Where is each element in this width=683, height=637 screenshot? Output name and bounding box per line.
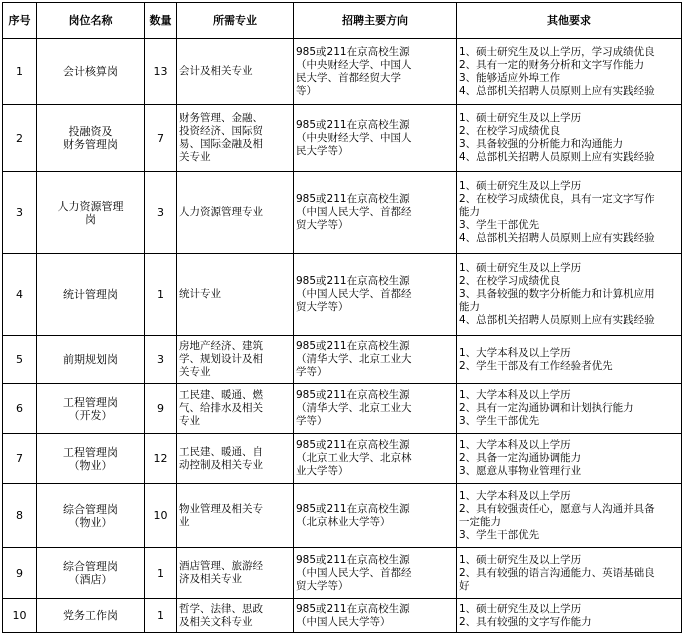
cell-position: 前期规划岗 (37, 336, 145, 384)
cell-major: 会计及相关专业 (177, 39, 294, 105)
cell-position: 工程管理岗 （物业） (37, 434, 145, 484)
cell-requirements: 1、硕士研究生及以上学历 2、在校学习成绩优良，具有一定文字写作 能力 3、学生干部优先 4、总部机关招聘人员原则上应有实践经验 (457, 172, 682, 254)
cell-major: 物业管理及相关专 业 (177, 484, 294, 548)
cell-major: 人力资源管理专业 (177, 172, 294, 254)
cell-source: 985或211在京高校生源 （北京林业大学等） (294, 484, 457, 548)
table-row (3, 484, 682, 548)
cell-count: 12 (145, 434, 177, 484)
cell-source: 985或211在京高校生源 （清华大学、北京工业大 学等） (294, 384, 457, 434)
cell-requirements: 1、硕士研究生及以上学历，学习成绩优良 2、具有一定的财务分析和文字写作能力 3、能够适应外埠工作 4、总部机关招聘人员原则上应有实践经验 (457, 39, 682, 105)
cell-seq: 3 (3, 172, 37, 254)
header-source: 招聘主要方向 (294, 3, 457, 39)
cell-requirements: 1、大学本科及以上学历 2、具备一定沟通协调能力 3、愿意从事物业管理行业 (457, 434, 682, 484)
cell-seq: 6 (3, 384, 37, 434)
cell-count: 1 (145, 254, 177, 336)
cell-source: 985或211在京高校生源 （中央财经大学、中国人 民大学、首都经贸大学 等） (294, 39, 457, 105)
header-position: 岗位名称 (37, 3, 145, 39)
cell-major: 房地产经济、建筑 学、规划设计及相 关专业 (177, 336, 294, 384)
cell-count: 7 (145, 105, 177, 172)
header-requirements: 其他要求 (457, 3, 682, 39)
header-count: 数量 (145, 3, 177, 39)
cell-count: 3 (145, 336, 177, 384)
cell-seq: 2 (3, 105, 37, 172)
cell-source: 985或211在京高校生源 （中国人民大学等） (294, 599, 457, 633)
cell-source: 985或211在京高校生源 （清华大学、北京工业大 学等） (294, 336, 457, 384)
cell-requirements: 1、大学本科及以上学历 2、具有较强责任心，愿意与人沟通并具备 一定能力 3、学生干部优先 (457, 484, 682, 548)
table-row (3, 39, 682, 105)
cell-major: 工民建、暖通、自 动控制及相关专业 (177, 434, 294, 484)
cell-seq: 9 (3, 548, 37, 599)
cell-major: 统计专业 (177, 254, 294, 336)
table-body (3, 39, 682, 633)
header-row (3, 3, 682, 39)
cell-count: 9 (145, 384, 177, 434)
cell-requirements: 1、硕士研究生及以上学历 2、具有较强的语言沟通能力、英语基础良 好 (457, 548, 682, 599)
cell-count: 1 (145, 599, 177, 633)
cell-requirements: 1、硕士研究生及以上学历 2、在校学习成绩优良 3、具备较强的数字分析能力和计算机应用 能力 4、总部机关招聘人员原则上应有实践经验 (457, 254, 682, 336)
cell-position: 统计管理岗 (37, 254, 145, 336)
cell-seq: 7 (3, 434, 37, 484)
table-row (3, 599, 682, 633)
cell-position: 人力资源管理 岗 (37, 172, 145, 254)
table-row (3, 254, 682, 336)
cell-position: 综合管理岗 （酒店） (37, 548, 145, 599)
cell-requirements: 1、大学本科及以上学历 2、学生干部及有工作经验者优先 (457, 336, 682, 384)
cell-seq: 1 (3, 39, 37, 105)
table-row (3, 336, 682, 384)
cell-count: 13 (145, 39, 177, 105)
table-row (3, 172, 682, 254)
cell-seq: 10 (3, 599, 37, 633)
cell-major: 工民建、暖通、燃 气、给排水及相关 专业 (177, 384, 294, 434)
cell-count: 3 (145, 172, 177, 254)
cell-position: 投融资及 财务管理岗 (37, 105, 145, 172)
table-row (3, 105, 682, 172)
cell-position: 综合管理岗 （物业） (37, 484, 145, 548)
cell-position: 工程管理岗 （开发） (37, 384, 145, 434)
cell-source: 985或211在京高校生源 （中国人民大学、首都经 贸大学等） (294, 172, 457, 254)
cell-source: 985或211在京高校生源 （中央财经大学、中国人 民大学等） (294, 105, 457, 172)
cell-seq: 8 (3, 484, 37, 548)
table-row (3, 384, 682, 434)
cell-position: 会计核算岗 (37, 39, 145, 105)
cell-seq: 5 (3, 336, 37, 384)
cell-source: 985或211在京高校生源 （北京工业大学、北京林 业大学等） (294, 434, 457, 484)
cell-requirements: 1、硕士研究生及以上学历 2、在校学习成绩优良 3、具备较强的分析能力和沟通能力 4、总部机关招聘人员原则上应有实践经验 (457, 105, 682, 172)
cell-major: 酒店管理、旅游经 济及相关专业 (177, 548, 294, 599)
cell-major: 哲学、法律、思政 及相关文科专业 (177, 599, 294, 633)
cell-count: 10 (145, 484, 177, 548)
cell-seq: 4 (3, 254, 37, 336)
cell-count: 1 (145, 548, 177, 599)
cell-requirements: 1、硕士研究生及以上学历 2、具有较强的文字写作能力 (457, 599, 682, 633)
cell-requirements: 1、大学本科及以上学历 2、具有一定沟通协调和计划执行能力 3、学生干部优先 (457, 384, 682, 434)
recruitment-table (2, 2, 682, 633)
table-row (3, 434, 682, 484)
cell-source: 985或211在京高校生源 （中国人民大学、首都经 贸大学等） (294, 548, 457, 599)
cell-source: 985或211在京高校生源 （中国人民大学、首都经 贸大学等） (294, 254, 457, 336)
table-row (3, 548, 682, 599)
cell-major: 财务管理、金融、 投资经济、国际贸 易、国际金融及相 关专业 (177, 105, 294, 172)
cell-position: 党务工作岗 (37, 599, 145, 633)
header-major: 所需专业 (177, 3, 294, 39)
header-seq: 序号 (3, 3, 37, 39)
